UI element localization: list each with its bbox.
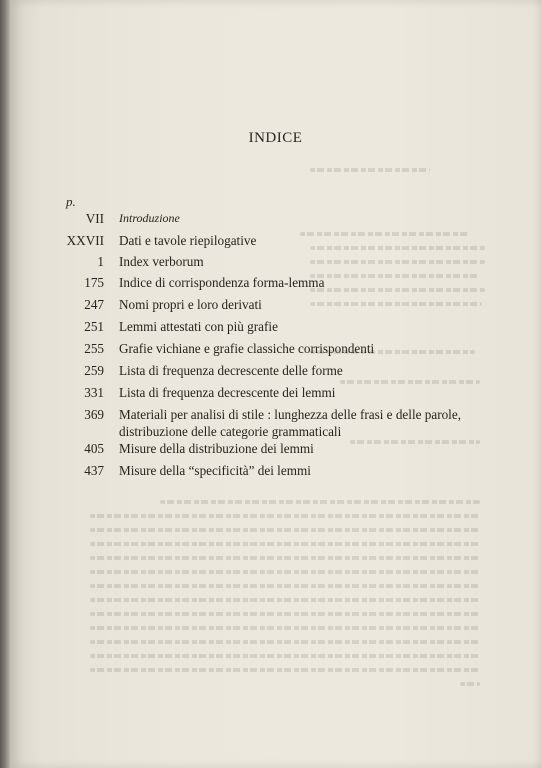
page-edge-shadow	[533, 0, 541, 768]
toc-page-number: 259	[84, 363, 104, 378]
book-gutter	[0, 0, 10, 768]
toc-entry-title: Introduzione	[119, 211, 180, 225]
toc-page-number: 331	[84, 385, 104, 400]
toc-page-number: XXVII	[66, 233, 104, 248]
toc-page-number: 247	[84, 297, 104, 312]
toc-entry-title: Indice di corrispondenza forma-lemma	[119, 275, 325, 290]
toc-entry	[10, 362, 541, 379]
toc-entry	[10, 340, 541, 357]
toc-page-number: 369	[84, 407, 104, 422]
toc-entry-title: Dati e tavole riepilogative	[119, 233, 257, 248]
toc-entry-title: Lista di frequenza decrescente dei lemmi	[119, 385, 336, 400]
book-page	[10, 0, 541, 768]
toc-entry	[10, 274, 541, 291]
toc-entry	[10, 462, 541, 479]
toc-entry	[10, 318, 541, 335]
toc-entry	[10, 210, 541, 227]
toc-entry-title: Misure della distribuzione dei lemmi	[119, 441, 314, 456]
toc-entry-title: Index verborum	[119, 254, 204, 269]
toc-page-number: 251	[84, 319, 104, 334]
toc-entry	[10, 296, 541, 313]
toc-page-number: 437	[84, 463, 104, 478]
toc-entry-title: Grafie vichiane e grafie classiche corrispondenti	[119, 341, 375, 356]
toc-entry	[10, 406, 541, 439]
toc-page-number: 255	[84, 341, 104, 356]
toc-entry	[10, 253, 541, 270]
toc-entry-title: Misure della “specificità” dei lemmi	[119, 463, 311, 478]
toc-entry	[10, 384, 541, 401]
toc-page-number: 1	[97, 254, 104, 269]
toc-page-number: VII	[85, 211, 104, 226]
toc-entry-title: Materiali per analisi di stile : lunghezza delle frasi e delle parole, distribuzione delle categorie grammaticali	[119, 407, 461, 439]
toc-page-number: 175	[84, 275, 104, 290]
page-column-marker: p.	[66, 194, 76, 209]
toc-entry-title: Nomi propri e loro derivati	[119, 297, 262, 312]
index-heading: INDICE	[248, 130, 303, 146]
toc-entry	[10, 440, 541, 457]
toc-entry	[10, 232, 541, 249]
toc-entry-title: Lista di frequenza decrescente delle forme	[119, 363, 343, 378]
toc-page-number: 405	[84, 441, 104, 456]
toc-entry-title: Lemmi attestati con più grafie	[119, 319, 278, 334]
